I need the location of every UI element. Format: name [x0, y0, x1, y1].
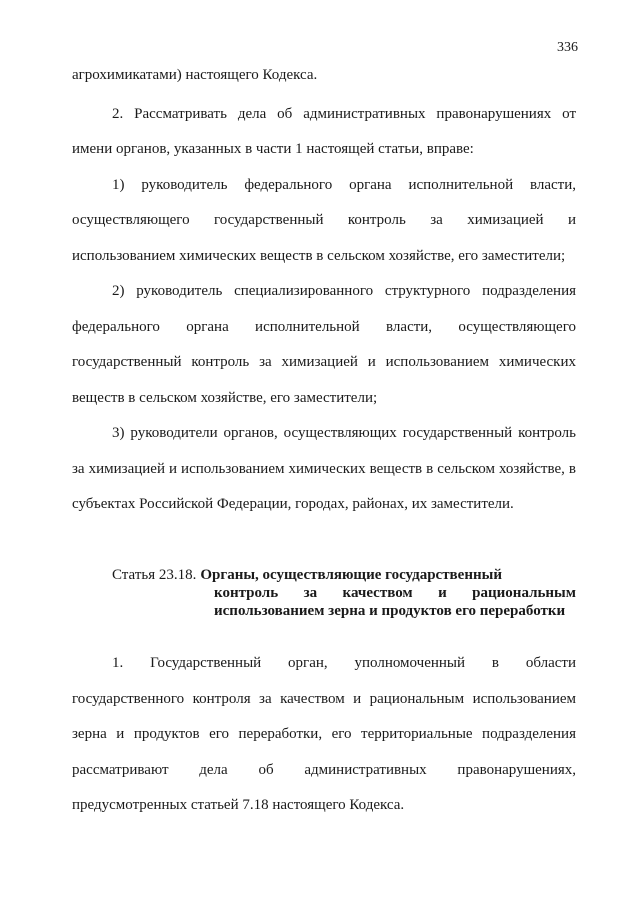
article-heading [112, 566, 576, 620]
article-number: Статья 23.18. [112, 567, 197, 583]
article-title-line-1: Органы, осуществляющие государственный [200, 567, 502, 583]
document-body [72, 58, 576, 523]
item-3: 3) руководители органов, осуществляющих государственный контроль за химизацией и использованием химических веществ в сельском хозяйстве, в субъектах Российской Федерации, городах, районах, их заместители. [72, 425, 576, 512]
article-title-line-3: использованием зерна и продуктов его переработки [214, 603, 566, 619]
article-body [72, 646, 576, 824]
item-1: 1) руководитель федерального органа исполнительной власти, осуществляющего государственный контроль за химизацией и использованием химических веществ в сельском хозяйстве, его заместители; [72, 176, 576, 264]
article-paragraph-1: 1. Государственный орган, уполномоченный в области государственного контроля за качеством и рациональным использованием зерна и продуктов его переработки, его территориальные подразделения рассматривают дела об административных правонарушениях, предусмотренных статьей 7.18 настоящего Кодекса. [72, 655, 576, 813]
page-number: 336 [557, 40, 578, 55]
paragraph-2: 2. Рассматривать дела об административных правонарушениях от имени органов, указанных в части 1 настоящей статьи, вправе: [72, 105, 576, 157]
item-2: 2) руководитель специализированного структурного подразделения федерального органа исполнительной власти, осуществляющего государственный контроль за химизацией и использованием химических веществ в сельском хозяйстве, его заместители; [72, 283, 576, 406]
article-title-line-2: контроль за качеством и рациональным [214, 585, 576, 601]
intro-line: агрохимикатами) настоящего Кодекса. [72, 67, 318, 83]
